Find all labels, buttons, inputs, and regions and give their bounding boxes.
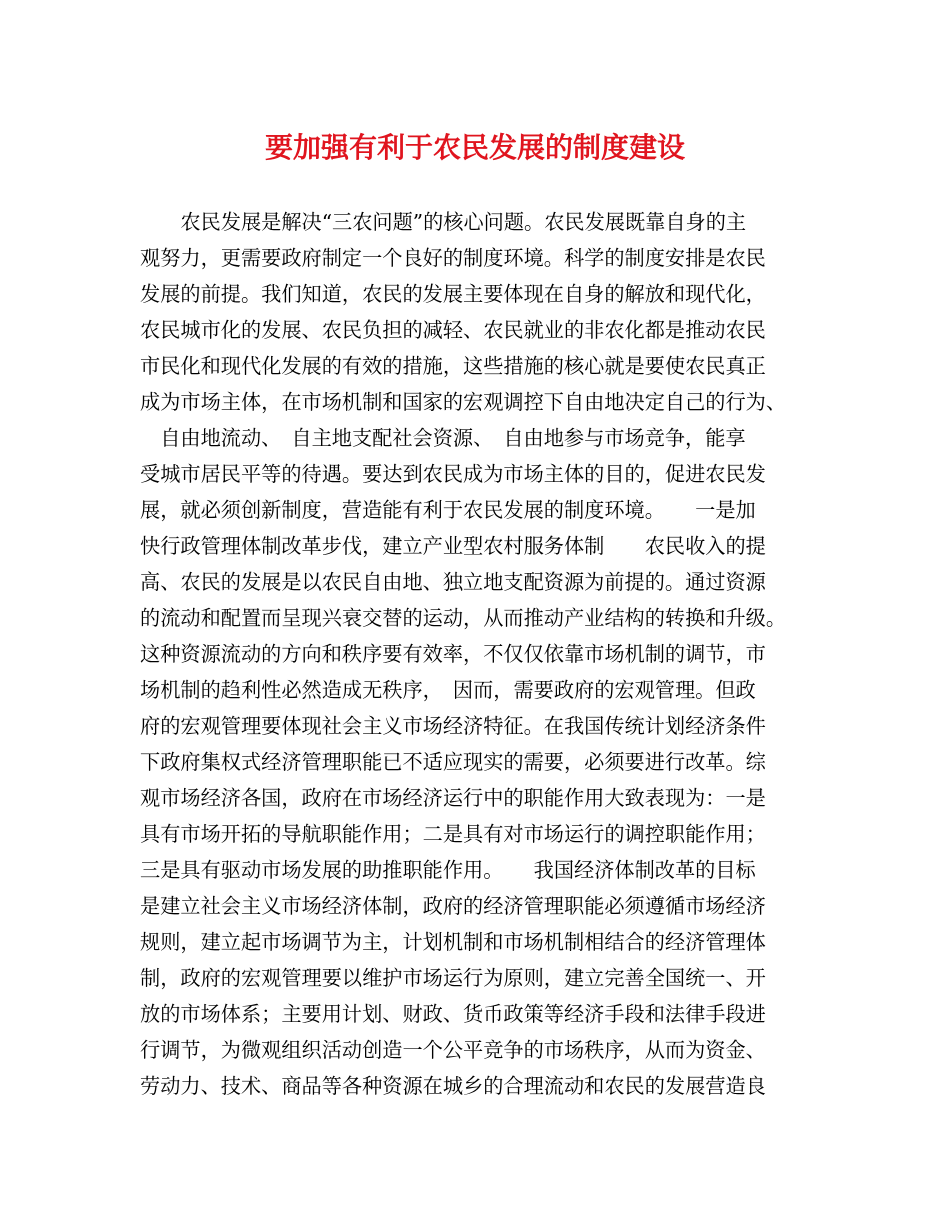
body-line: 下政府集权式经济管理职能已不适应现实的需要，必须要进行改革。综 xyxy=(140,750,766,774)
body-line: 观市场经济各国，政府在市场经济运行中的职能作用大致表现为：一是 xyxy=(140,786,766,810)
body-line: 行调节，为微观组织活动创造一个公平竞争的市场秩序，从而为资金、 xyxy=(140,1038,766,1062)
body-line: 府的宏观管理要体现社会主义市场经济特征。在我国传统计划经济条件 xyxy=(140,714,766,738)
body-line: 农民发展是解决“三农问题”的核心问题。农民发展既靠自身的主 xyxy=(140,210,747,234)
body-line: 制，政府的宏观管理要以维护市场运行为原则，建立完善全国统一、开 xyxy=(140,966,766,990)
body-line: 这种资源流动的方向和秩序要有效率，不仅仅依靠市场机制的调节，市 xyxy=(140,642,766,666)
body-line: 是建立社会主义市场经济体制，政府的经济管理职能必须遵循市场经济 xyxy=(140,894,766,918)
body-line: 场机制的趋利性必然造成无秩序， 因而，需要政府的宏观管理。但政 xyxy=(140,678,756,702)
body-line: 的流动和配置而呈现兴衰交替的运动，从而推动产业结构的转换和升级。 xyxy=(140,606,787,630)
body-line: 发展的前提。我们知道，农民的发展主要体现在自身的解放和现代化， xyxy=(140,282,766,306)
document-body xyxy=(140,204,830,1104)
body-line: 规则，建立起市场调节为主，计划机制和市场机制相结合的经济管理体 xyxy=(140,930,766,954)
body-line: 成为市场主体，在市场机制和国家的宏观调控下自由地决定自己的行为、 xyxy=(140,390,787,414)
body-line: 高、农民的发展是以农民自由地、独立地支配资源为前提的。通过资源 xyxy=(140,570,766,594)
body-line: 自由地流动、 自主地支配社会资源、 自由地参与市场竞争，能享 xyxy=(140,426,746,450)
body-line: 三是具有驱动市场发展的助推职能作用。 我国经济体制改革的目标 xyxy=(140,858,756,882)
body-line: 观努力，更需要政府制定一个良好的制度环境。科学的制度安排是农民 xyxy=(140,246,766,270)
body-line: 快行政管理体制改革步伐，建立产业型农村服务体制 农民收入的提 xyxy=(140,534,766,558)
document-title: 要加强有利于农民发展的制度建设 xyxy=(264,131,685,164)
body-line: 劳动力、技术、商品等各种资源在城乡的合理流动和农民的发展营造良 xyxy=(140,1074,766,1098)
body-line: 具有市场开拓的导航职能作用；二是具有对市场运行的调控职能作用； xyxy=(140,822,766,846)
body-line: 农民城市化的发展、农民负担的减轻、农民就业的非农化都是推动农民 xyxy=(140,318,766,342)
body-line: 受城市居民平等的待遇。要达到农民成为市场主体的目的，促进农民发 xyxy=(140,462,766,486)
body-line: 展，就必须创新制度，营造能有利于农民发展的制度环境。 一是加 xyxy=(140,498,756,522)
body-line: 市民化和现代化发展的有效的措施，这些措施的核心就是要使农民真正 xyxy=(140,354,766,378)
body-line: 放的市场体系；主要用计划、财政、货币政策等经济手段和法律手段进 xyxy=(140,1002,766,1026)
